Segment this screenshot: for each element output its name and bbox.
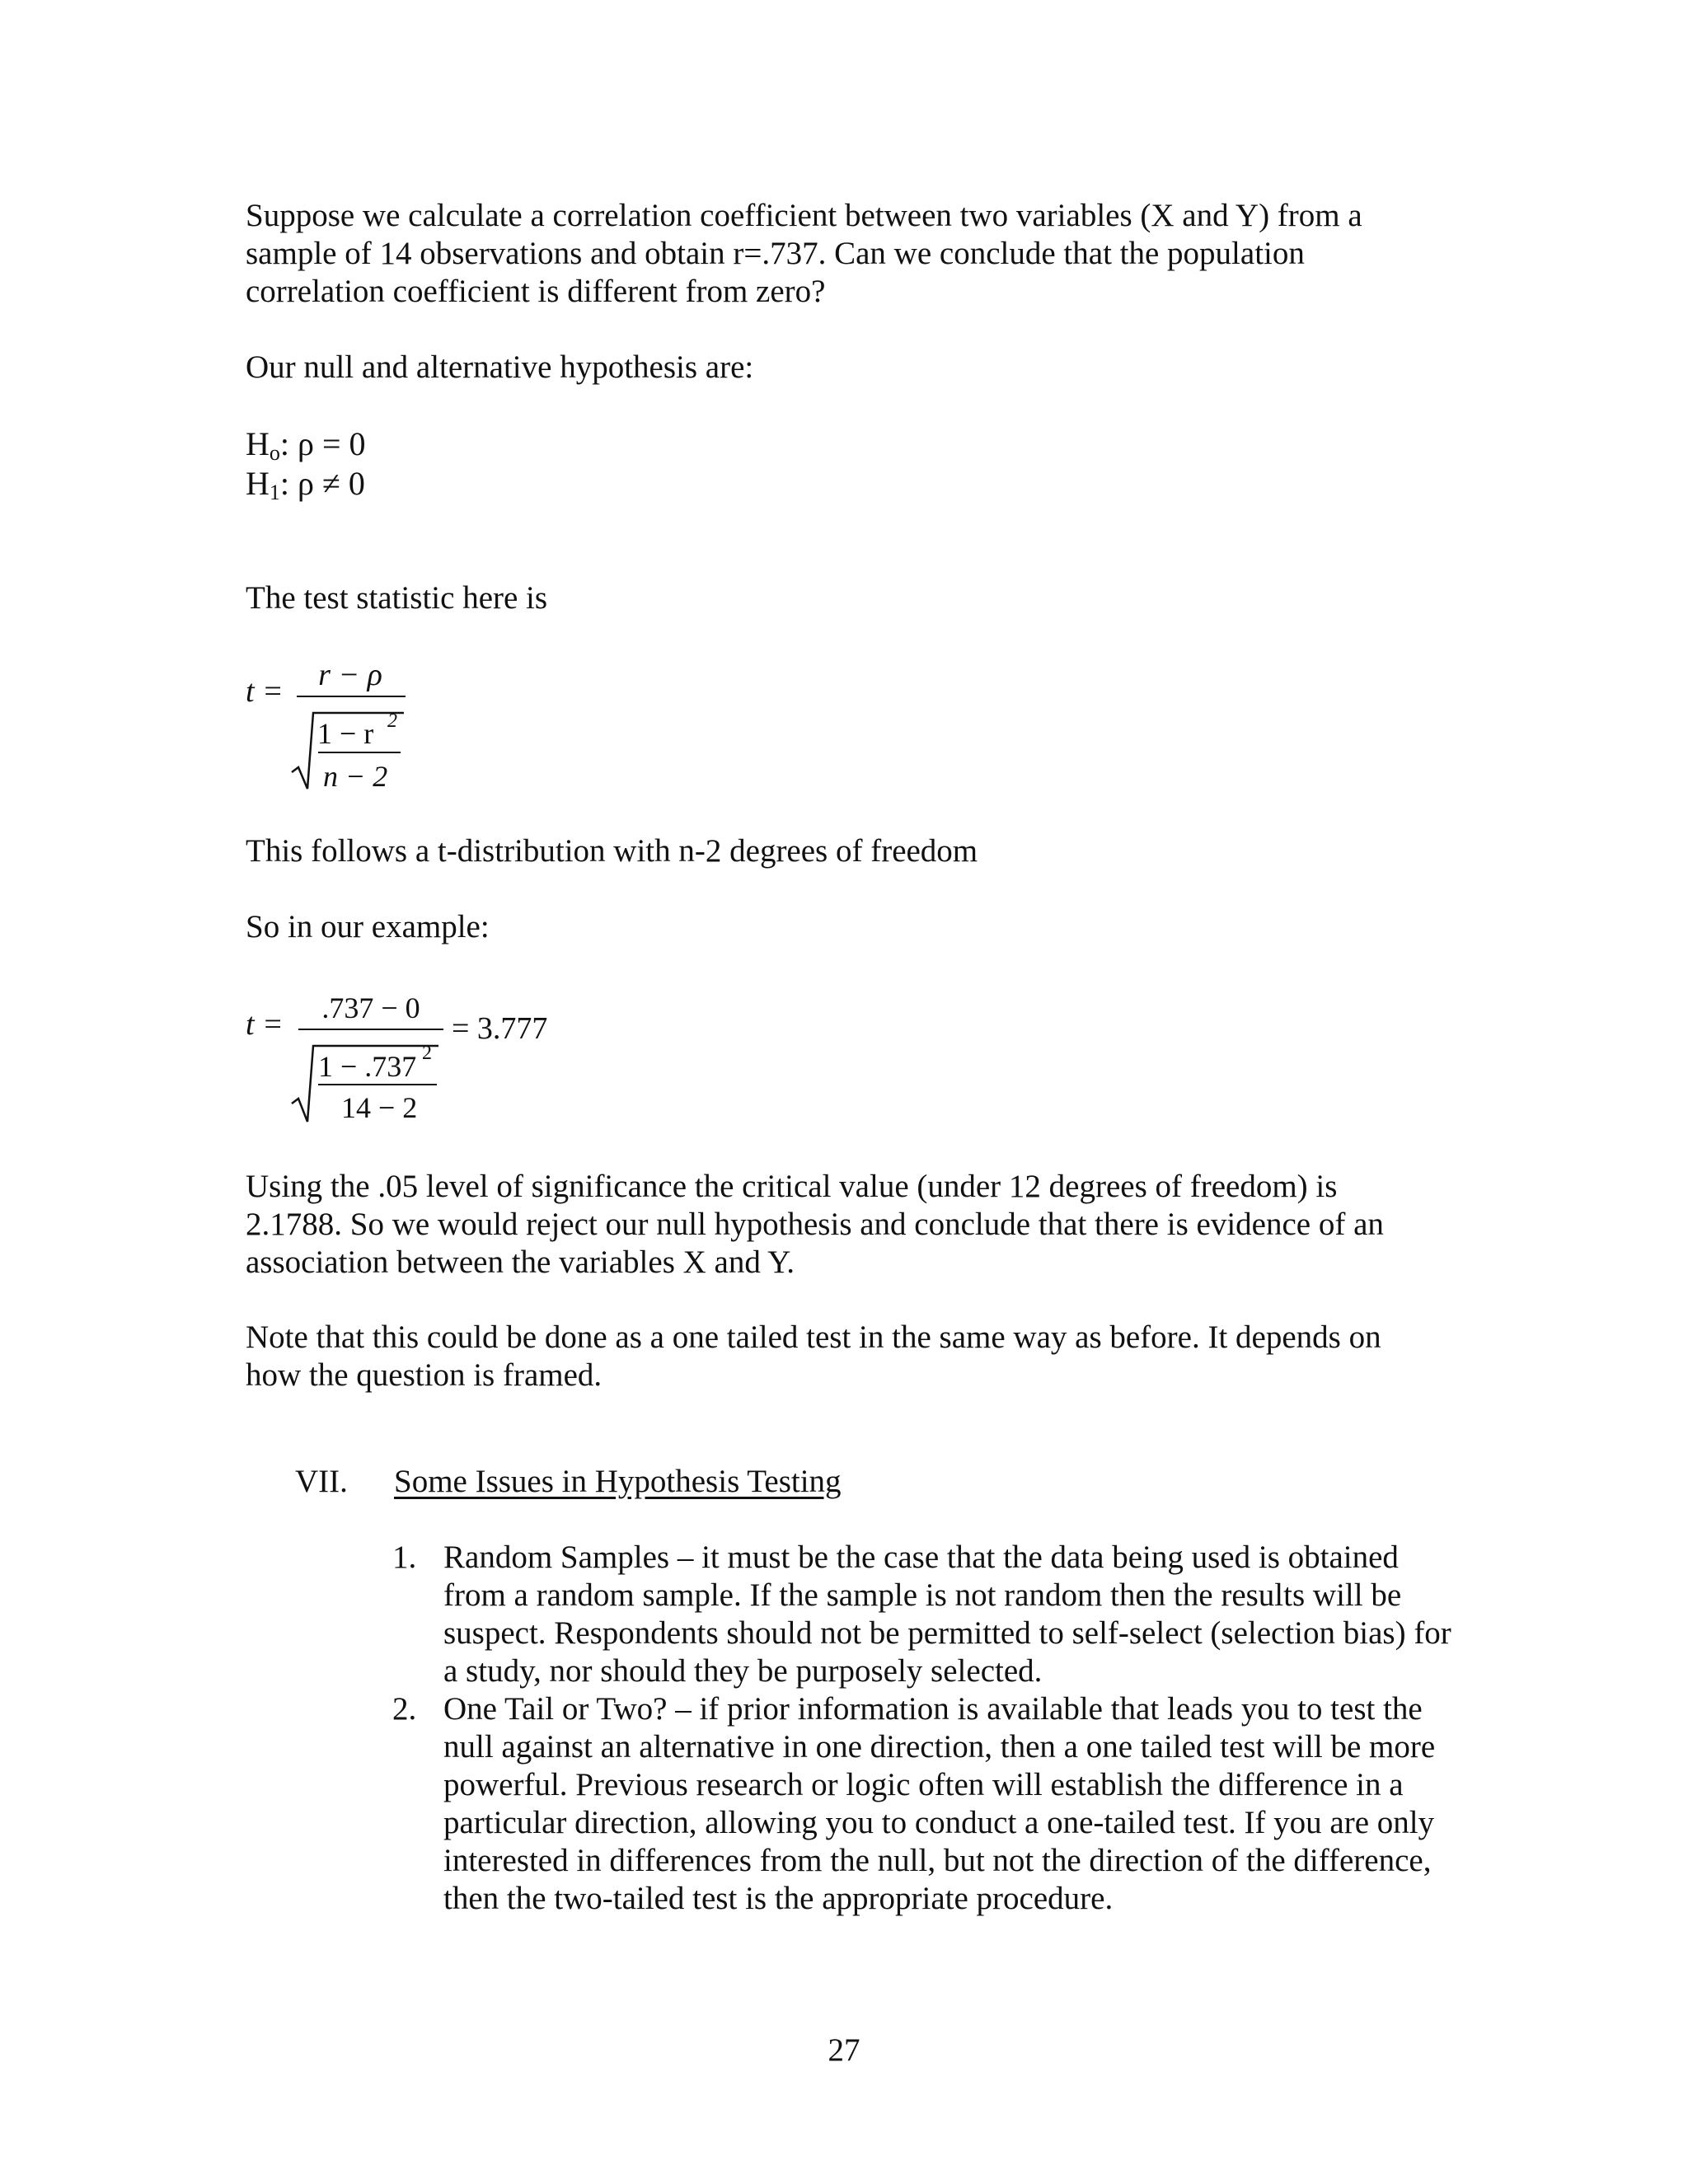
list-item — [392, 1690, 1464, 1918]
formula1-inner-top: 1 − r — [317, 717, 374, 750]
hypothesis-intro: Our null and alternative hypothesis are: — [246, 349, 754, 385]
formula2-inner-exponent: 2 — [422, 1043, 432, 1064]
formula2-inner-bottom: 14 − 2 — [341, 1091, 418, 1124]
formula1-inner-bottom: n − 2 — [323, 760, 388, 793]
formula2-lhs: t = — [246, 1007, 284, 1042]
formula2-numerator: .737 − 0 — [321, 991, 420, 1024]
conclusion-paragraph: Using the .05 level of significance the critical value (under 12 degrees of freedom) is 2.1788. So we would reject our null hypothesis and conclude that there is evidence of an association between the variables X and Y. — [246, 1169, 1384, 1280]
formula2-result: = 3.777 — [452, 1011, 548, 1046]
formula1-lhs: t = — [246, 674, 284, 709]
list-item-text: Random Samples – it must be the case that the data being used is obtained from a random sample. If the sample is not random then the results will be suspect. Respondents should not be permitted to self-select (selection bias) for a study, nor should they be purposely selected. — [443, 1540, 1451, 1689]
alternative-hypothesis: $H_1$: ρ ≠ 0 — [246, 465, 365, 504]
page-number: 27 — [828, 2032, 860, 2068]
list-item-number: 1. — [392, 1540, 417, 1575]
formula1-numerator: r − ρ — [318, 658, 382, 692]
list-item — [392, 1539, 1464, 1690]
test-statistic-intro: The test statistic here is — [246, 580, 548, 616]
distribution-note: This follows a t-distribution with n-2 degrees of freedom — [246, 833, 978, 869]
section-number: VII. — [295, 1464, 348, 1499]
example-formula — [239, 983, 585, 1132]
list-item-text: One Tail or Two? – if prior information is available that leads you to test the null against an alternative in one direction, then a one tailed test will be more powerful. Previous research or logic often will establish the difference in a particular direction, allowing you to conduct a one-tailed test. If you are only interested in differences from the null, but not the direction of the difference, then the two-tailed test is the appropriate procedure. — [443, 1691, 1436, 1916]
test-statistic-formula — [239, 655, 437, 804]
null-hypothesis: $H_o$: ρ = 0 — [246, 425, 366, 465]
note-paragraph: Note that this could be done as a one tailed test in the same way as before. It depends on how the question is framed. — [246, 1319, 1381, 1393]
list-item-number: 2. — [392, 1691, 417, 1727]
intro-paragraph: Suppose we calculate a correlation coefficient between two variables (X and Y) from a sample of 14 observations and obtain r=.737. Can we conclude that the population correlation coefficient is different from zero? — [246, 198, 1362, 309]
example-intro: So in our example: — [246, 909, 490, 944]
issues-list — [392, 1539, 1464, 1918]
formula2-inner-top: 1 − .737 — [318, 1050, 417, 1083]
section-title: Some Issues in Hypothesis Testing — [394, 1464, 842, 1499]
formula1-inner-exponent: 2 — [387, 710, 397, 732]
